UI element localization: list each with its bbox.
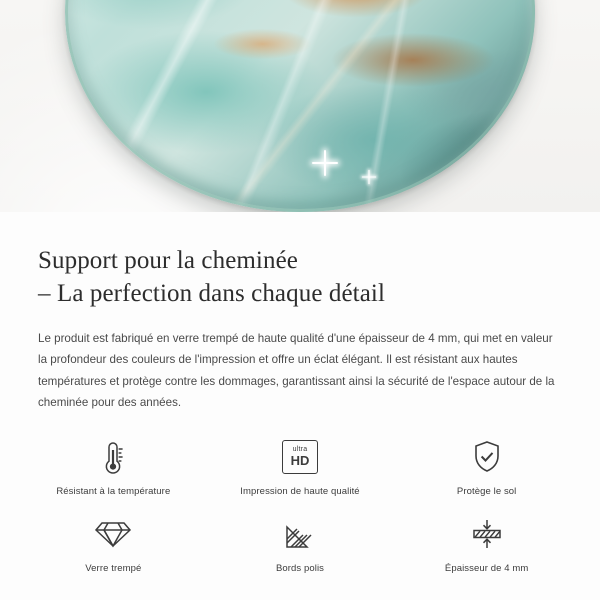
feature-label: Épaisseur de 4 mm	[444, 562, 529, 574]
thickness-icon	[467, 513, 507, 555]
feature-label: Protège le sol	[456, 485, 517, 497]
feature-item-thickness	[393, 509, 580, 580]
content-block	[0, 212, 600, 414]
feature-item-polished-edges	[207, 509, 394, 580]
page-title	[38, 244, 562, 310]
page-title-line-2: – La perfection dans chaque détail	[38, 280, 385, 307]
ultra-hd-badge-bottom: HD	[290, 453, 310, 469]
feature-grid	[0, 432, 600, 580]
feature-item-floor-protection	[393, 432, 580, 503]
thermometer-icon	[96, 436, 130, 478]
ultra-hd-icon	[282, 436, 318, 478]
polished-edges-icon	[283, 513, 317, 555]
feature-label: Résistant à la température	[56, 485, 171, 497]
feature-item-tempered-glass	[20, 509, 207, 580]
hero-image	[0, 0, 600, 212]
page-title-line-1: Support pour la cheminée	[38, 247, 298, 274]
feature-label: Bords polis	[275, 562, 325, 574]
diamond-icon	[94, 513, 132, 555]
feature-item-print-quality	[207, 432, 394, 503]
round-glass-product	[65, 0, 535, 212]
feature-item-temperature	[20, 432, 207, 503]
ultra-hd-badge-top: ultra	[292, 446, 308, 454]
feature-label: Impression de haute qualité	[240, 485, 360, 497]
feature-label: Verre trempé	[85, 562, 142, 574]
product-description-text: Le produit est fabriqué en verre trempé de haute qualité d'une épaisseur de 4 mm, qui met en valeur la profondeur des couleurs de l'impression et offre un éclat élégant. Il est résistant aux hautes températures et protège contre les dommages, garantissant ainsi la sécurité de l'espace autour de la cheminée pour des années.	[38, 332, 555, 410]
shield-check-icon	[470, 436, 504, 478]
